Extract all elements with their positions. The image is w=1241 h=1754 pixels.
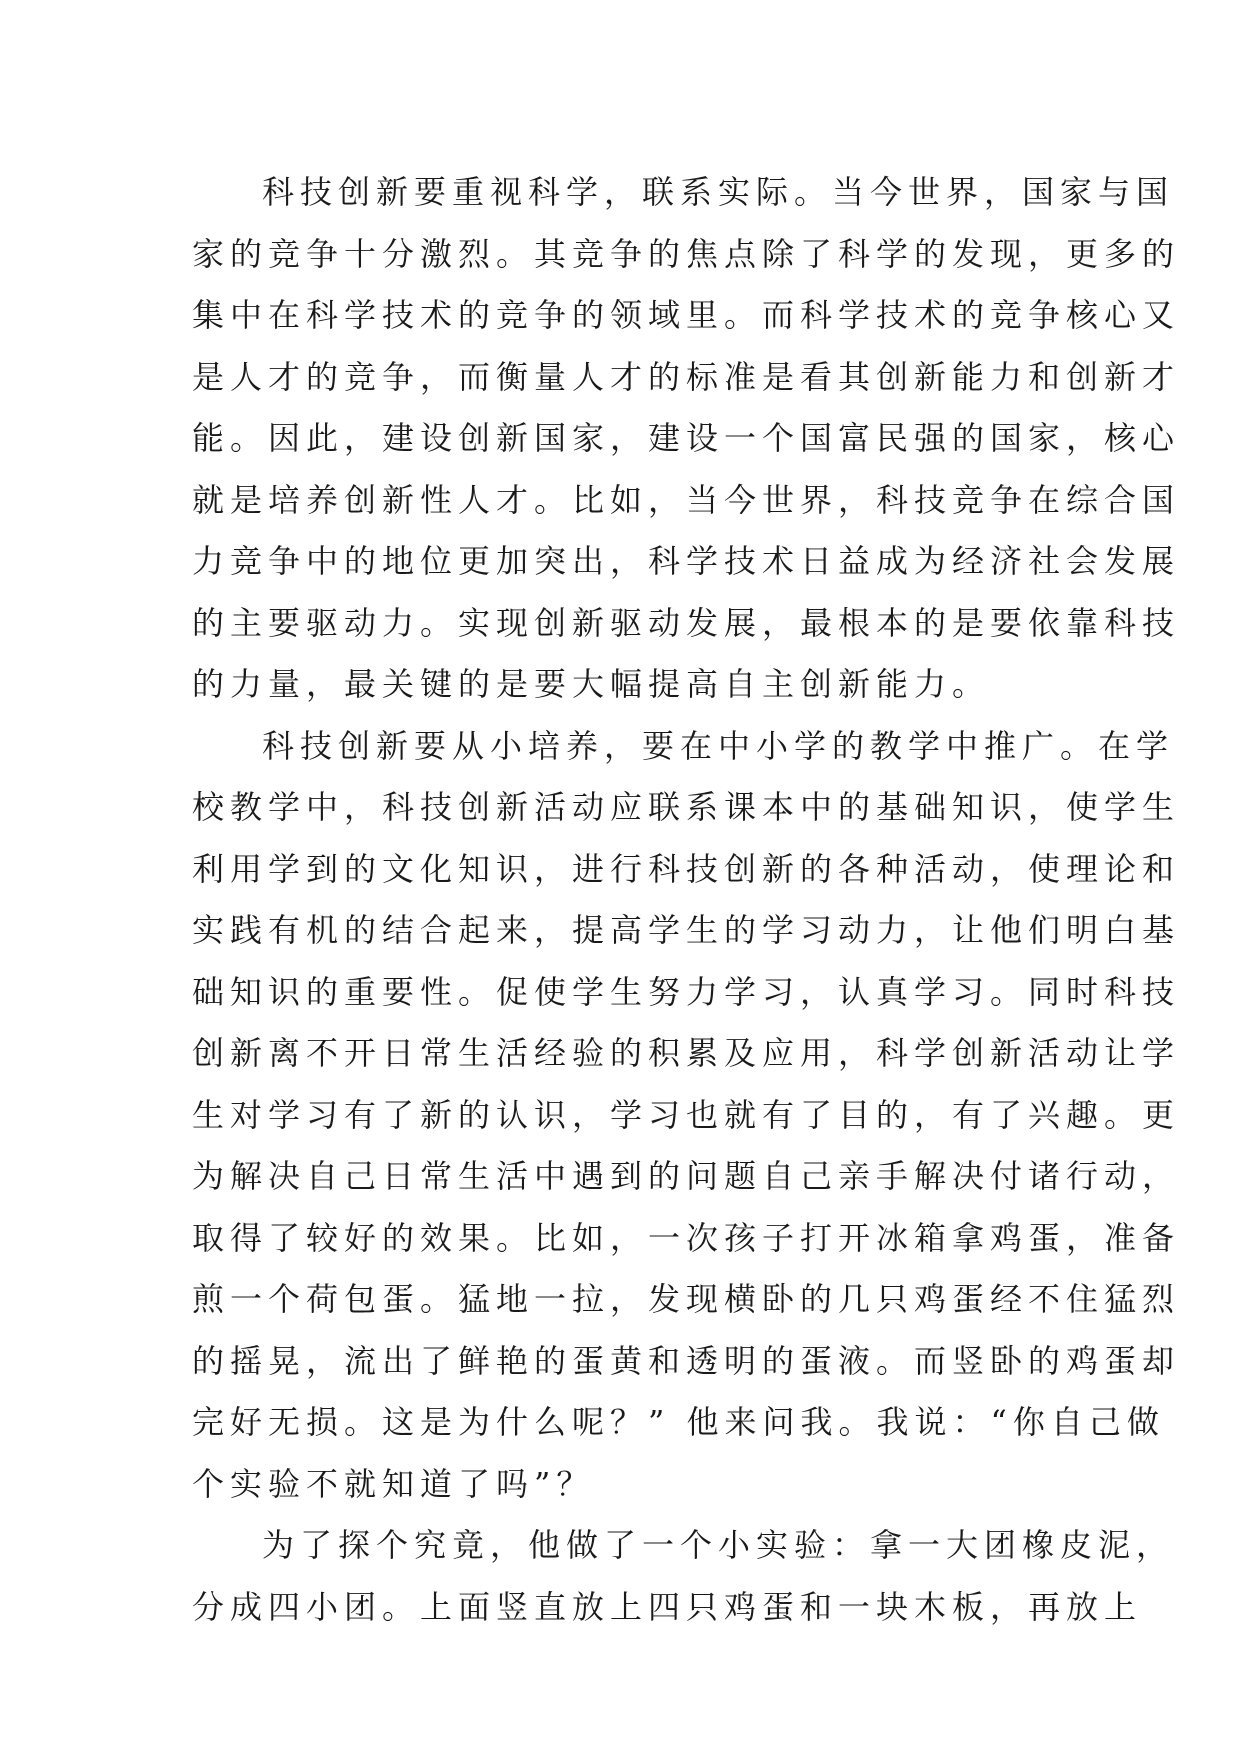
text-line: 能。因此，建设创新国家，建设一个国富民强的国家，核心: [192, 419, 1181, 457]
text-line: 科技创新要从小培养，要在中小学的教学中推广。在学: [262, 726, 1175, 765]
text-line: 个实验不就知道了吗”？: [192, 1464, 595, 1503]
text-line: 完好无损。这是为什么呢？” 他来问我。我说：“你自己做: [192, 1403, 1165, 1441]
text-line: 就是培养创新性人才。比如，当今世界，科技竞争在综合国: [192, 480, 1181, 519]
text-line: 取得了较好的效果。比如，一次孩子打开冰箱拿鸡蛋，准备: [192, 1218, 1181, 1257]
text-line: 是人才的竞争，而衡量人才的标准是看其创新能力和创新才: [192, 357, 1181, 396]
text-line: 集中在科学技术的竞争的领域里。而科学技术的竞争核心又: [192, 296, 1181, 334]
text-line: 力竞争中的地位更加突出，科学技术日益成为经济社会发展: [192, 542, 1181, 580]
text-line: 为解决自己日常生活中遇到的问题自己亲手解决付诸行动，: [192, 1157, 1181, 1195]
text-line: 的摇晃，流出了鲜艳的蛋黄和透明的蛋液。而竖卧的鸡蛋却: [192, 1341, 1181, 1380]
paragraph: [192, 1515, 1175, 1638]
text-line: 校教学中，科技创新活动应联系课本中的基础知识，使学生: [192, 788, 1181, 826]
text-line: 实践有机的结合起来，提高学生的学习动力，让他们明白基: [192, 911, 1181, 949]
text-line: 的主要驱动力。实现创新驱动发展，最根本的是要依靠科技: [192, 603, 1181, 642]
body-text: [192, 162, 1181, 1638]
text-line: 础知识的重要性。促使学生努力学习，认真学习。同时科技: [192, 972, 1181, 1011]
text-line: 生对学习有了新的认识，学习也就有了目的，有了兴趣。更: [192, 1095, 1181, 1134]
text-line: 煎一个荷包蛋。猛地一拉，发现横卧的几只鸡蛋经不住猛烈: [192, 1280, 1181, 1318]
text-line: 科技创新要重视科学，联系实际。当今世界，国家与国: [262, 173, 1175, 211]
text-line: 家的竞争十分激烈。其竞争的焦点除了科学的发现，更多的: [192, 234, 1181, 273]
text-line: 利用学到的文化知识，进行科技创新的各种活动，使理论和: [192, 849, 1181, 888]
paragraph: [192, 162, 1181, 716]
text-line: 分成四小团。上面竖直放上四只鸡蛋和一块木板，再放上: [192, 1587, 1143, 1626]
paragraph: [192, 716, 1181, 1516]
text-line: 的力量，最关键的是要大幅提高自主创新能力。: [192, 665, 991, 703]
text-line: 创新离不开日常生活经验的积累及应用，科学创新活动让学: [192, 1034, 1181, 1072]
text-line: 为了探个究竟，他做了一个小实验：拿一大团橡皮泥，: [262, 1526, 1175, 1564]
